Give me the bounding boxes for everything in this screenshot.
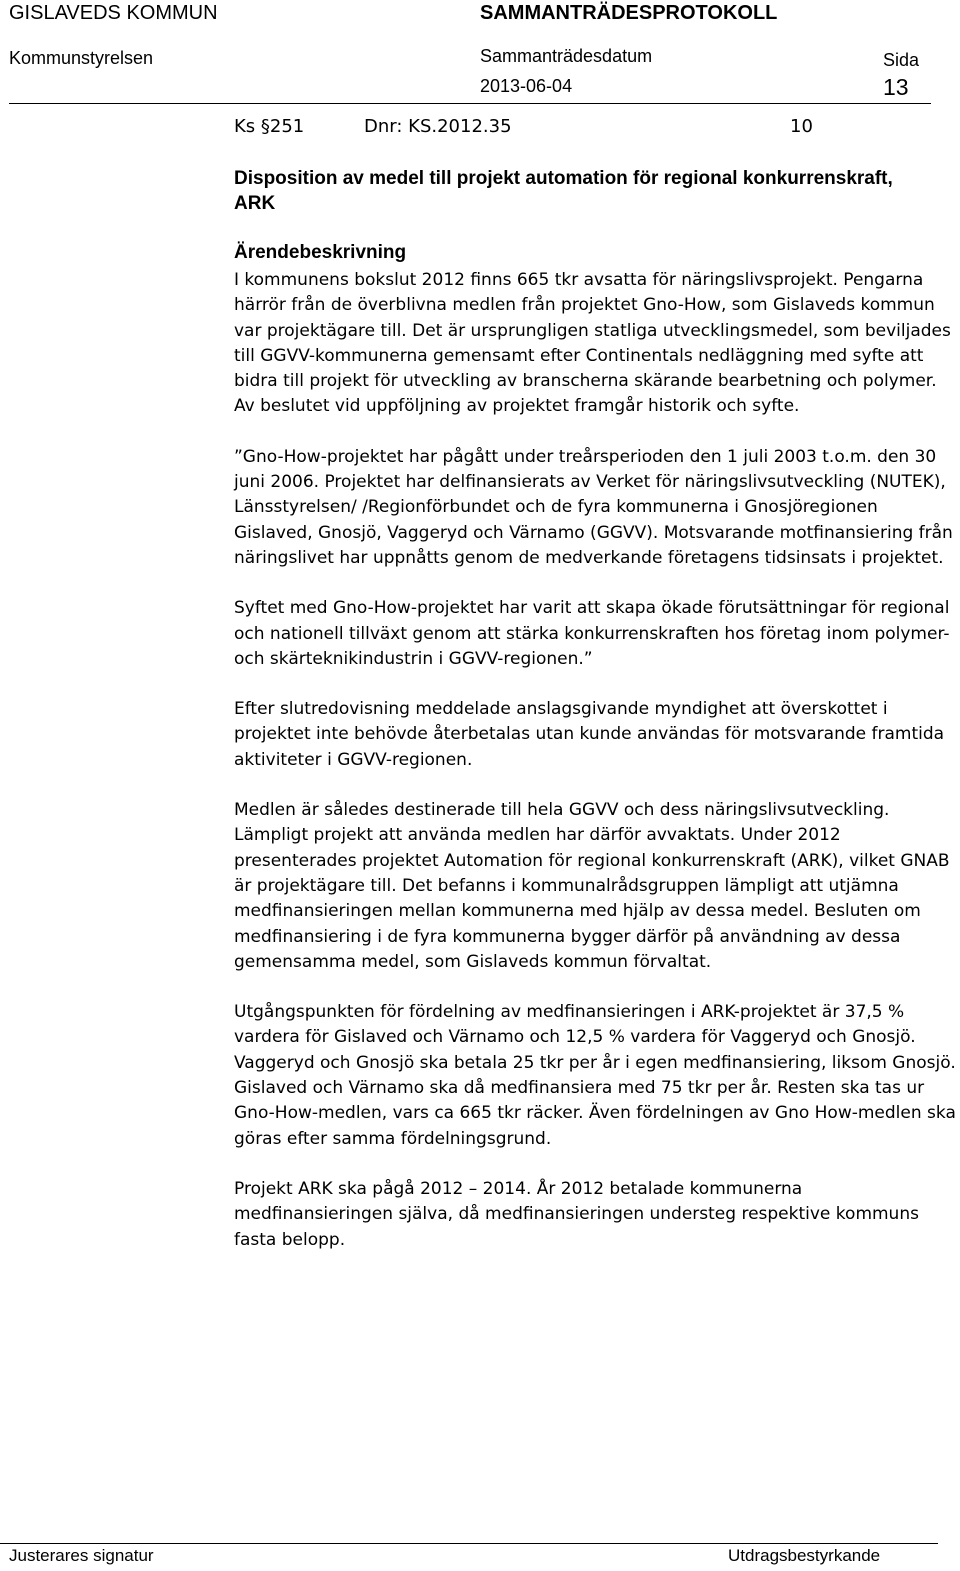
organization-name: GISLAVEDS KOMMUN [9,2,218,24]
section-heading: Ärendebeskrivning [234,242,407,263]
body-paragraph: Projekt ARK ska pågå 2012 – 2014. År 2012 betalade kommunerna medfinansieringen själva, då medfinansieringen understeg respektive kommuns fasta belopp. [234,1178,919,1250]
body-paragraph: I kommunens bokslut 2012 finns 665 tkr avsatta för näringslivsprojekt. Pengarna härrör från de överblivna medlen från projektet Gno-How, som Gislaveds kommun var projektägare till. Det är ursprungligen statliga utvecklingsmedel, som beviljades till GGVV-kommunerna gemensamt efter Continentals nedläggning med syfte att bidra till projekt för utveckling av branscherna skärande bearbetning och polymer. [234,270,951,392]
body-paragraph: Medlen är således destinerade till hela GGVV och dess näringslivsutveckling. Lämpligt projekt att använda medlen har därför avvaktats. Under 2012 presenterades projektet Automation för regional konkurrenskraft (ARK), vilket GNAB är projektägare till. Det befanns i kommunalrådsgruppen lämpligt att utjämna medfinansieringen mellan kommunerna med hjälp av dessa medel. Besluten om medfinansiering i de fyra kommunerna bygger därför på användning av dessa gemensamma medel, som Gislaveds kommun förvaltat. [234,800,950,972]
body-paragraph: Utgångspunkten för fördelning av medfinansieringen i ARK-projektet är 37,5 % vardera för Gislaved och Värnamo och 12,5 % vardera för Vaggeryd och Gnosjö. Vaggeryd och Gnosjö ska betala 25 tkr per år i egen medfinansiering, liksom Gnosjö. Gislaved och Värnamo ska då medfinansiera med 75 tkr per år. Resten ska tas ur Gno-How-medlen, vars ca 665 tkr räcker. Även fördelningen av Gno How-medlen ska göras efter samma fördelningsgrund. [234,1002,956,1149]
body-paragraph: Efter slutredovisning meddelade anslagsgivande myndighet att överskottet i projektet inte behövde återbetalas utan kunde användas för motsvarande framtida aktiviteter i GGVV-regionen. [234,699,945,770]
page-label: Sida [883,50,920,70]
body-paragraph: ”Gno-How-projektet har pågått under treårsperioden den 1 juli 2003 t.o.m. den 30 juni 2006. Projektet har delfinansierats av Verket för näringslivsutveckling (NUTEK), Länsstyrelsen/ /Regionförbundet och de fyra kommunerna i Gnosjöregionen Gislaved, Gnosjö, Vaggeryd och Värnamo (GGVV). Motsvarande motfinansiering från näringslivet har uppnåtts genom de medverkande företagens tidsinsats i projektet. [234,446,953,568]
case-dnr: Dnr: KS.2012.35 [364,116,512,137]
body-paragraph: Syftet med Gno-How-projektet har varit att skapa ökade förutsättningar för regional och nationell tillväxt genom att stärka konkurrenskraften hos företag inom polymer- och skärteknikindustrin i GGVV-regionen.” [234,598,950,669]
case-number: 10 [790,116,813,137]
footer-divider [0,1543,938,1544]
document-title: Disposition av medel till projekt automation för regional konkurrenskraft, ARK [234,168,893,214]
footer-extract-label: Utdragsbestyrkande [728,1546,881,1565]
page-header [0,0,960,110]
body-paragraph: Av beslutet vid uppföljning av projektet framgår historik och syfte. [234,396,800,417]
document-body [234,268,958,1253]
meeting-date-label: Sammanträdesdatum [480,46,653,66]
committee-name: Kommunstyrelsen [9,48,154,68]
meeting-date: 2013-06-04 [480,76,573,96]
page-number: 13 [883,74,909,100]
footer-signature-label: Justerares signatur [9,1546,154,1565]
case-paragraph: Ks §251 [234,116,305,137]
header-divider [9,103,931,104]
document-type: SAMMANTRÄDESPROTOKOLL [480,2,778,24]
case-reference-row [234,116,813,137]
